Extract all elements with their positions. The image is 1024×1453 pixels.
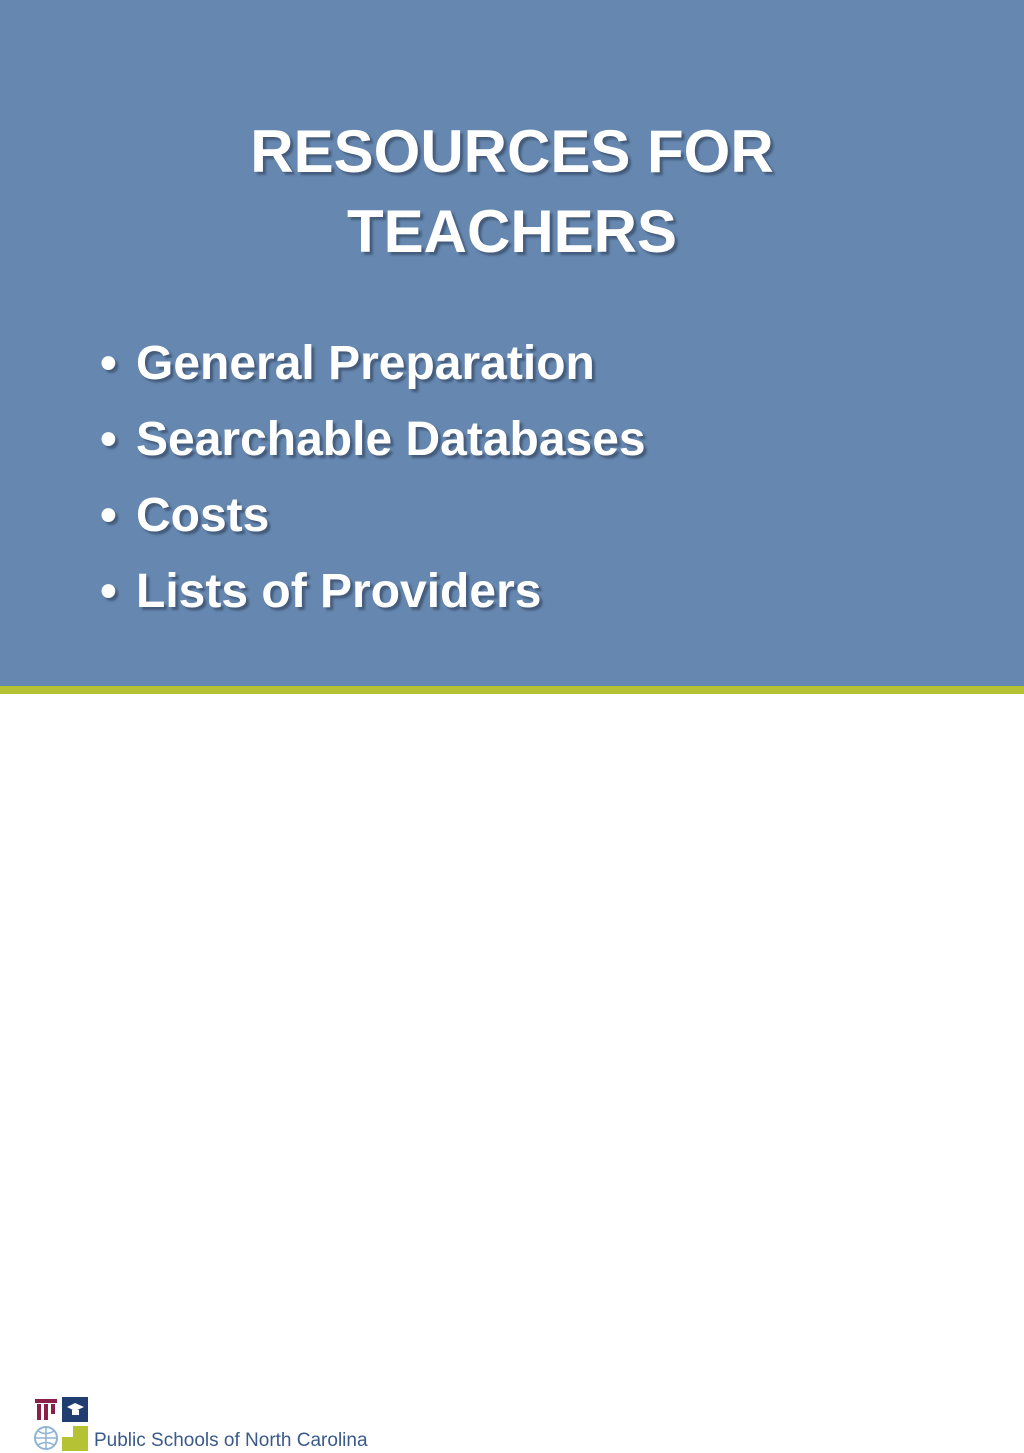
content-panel [0,0,1024,686]
slide-title-line-2: TEACHERS [346,198,678,265]
bullet-text: Lists of Providers [136,565,542,618]
bullet-dot: • [100,413,117,466]
footer [0,694,1024,1451]
bullet-item [96,326,646,402]
bullet-text: General Preparation [136,337,595,390]
accent-divider [0,686,1024,694]
nc-public-schools-logo-icon [34,1397,88,1451]
slide-title [0,112,1024,272]
organization-name: Public Schools of North Carolina [94,1430,368,1451]
bullet-text: Searchable Databases [136,413,646,466]
slide-title-line-1: RESOURCES FOR [250,118,774,185]
bullet-text: Costs [136,489,270,542]
bullet-list [96,326,646,630]
bullet-item [96,402,646,478]
bullet-item [96,554,646,630]
bullet-dot: • [100,337,117,390]
bullet-dot: • [100,489,117,542]
bullet-item [96,478,646,554]
bullet-dot: • [100,565,117,618]
